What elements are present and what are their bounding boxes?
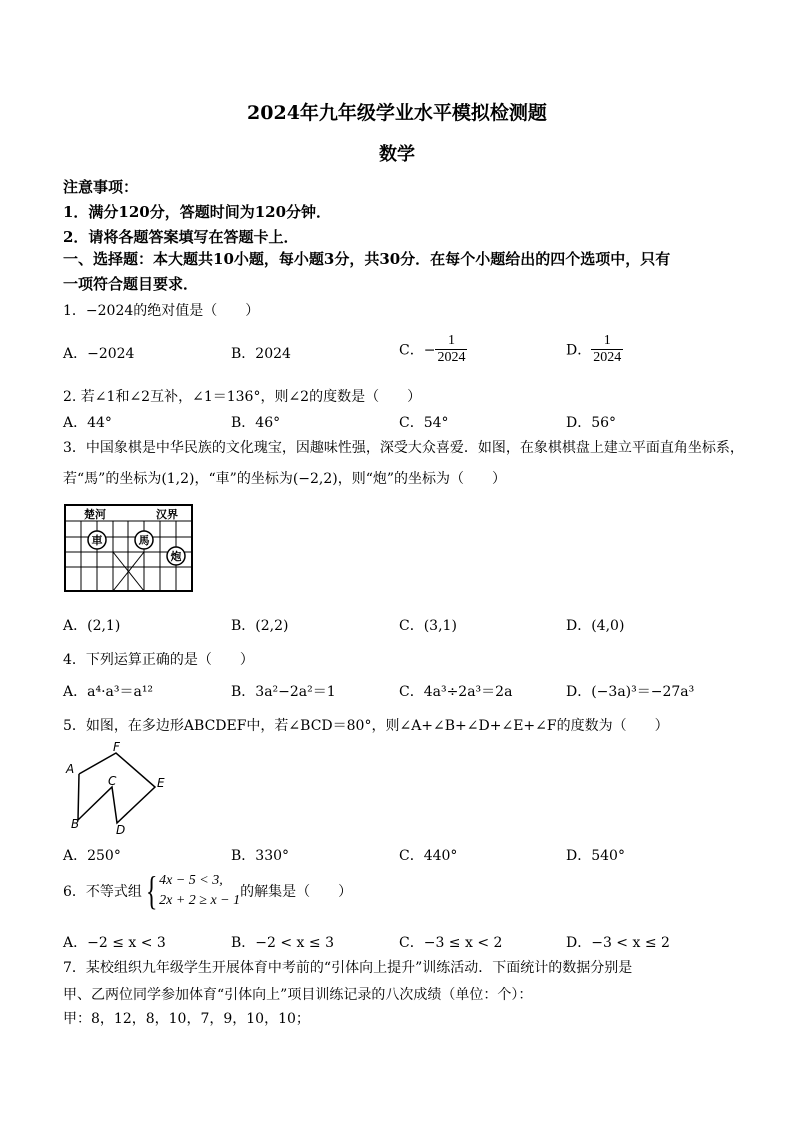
vertex-label-e: E [157, 776, 165, 790]
q4-option-a: A．a⁴·a³＝a¹² [63, 684, 154, 700]
piece-che-label: 車 [91, 534, 103, 547]
q1-option-c-label: C．− [399, 342, 436, 359]
q4-option-b: B．3a²−2a²＝1 [231, 684, 336, 700]
vertex-label-f: F [113, 740, 120, 754]
piece-ma-label: 馬 [138, 534, 150, 547]
q1-option-c-fraction [435, 333, 467, 366]
q5-option-a: A．250° [63, 848, 121, 864]
q2-option-b: B．46° [231, 415, 281, 431]
q6-option-d: D．−3 < x ≤ 2 [566, 935, 670, 951]
notes-heading: 注意事项： [63, 178, 139, 196]
q1-option-c [399, 333, 467, 366]
question-7-line1: 7．某校组织九年级学生开展体育中考前的“引体向上提升”训练活动．下面统计的数据分别是 [63, 960, 633, 976]
piece-pao-label: 炮 [170, 550, 182, 563]
q2-option-c: C．54° [399, 415, 449, 431]
q3-option-a: A．(2,1) [63, 618, 121, 634]
question-3-line2: 若“馬”的坐标为(1,2)，“車”的坐标为(−2,2)，则“炮”的坐标为（ ） [63, 471, 507, 487]
question-7-line3: 甲：8，12，8，10，7，9，10，10； [63, 1011, 310, 1027]
question-6-stem [63, 868, 353, 913]
fraction-numerator: 1 [435, 333, 467, 350]
fraction-numerator: 1 [591, 333, 623, 350]
q3-option-b: B．(2,2) [231, 618, 289, 634]
question-5-stem: 5．如图，在多边形ABCDEF中，若∠BCD＝80°，则∠A+∠B+∠D+∠E+∠F的度数为（ ） [63, 718, 669, 734]
q5-option-c: C．440° [399, 848, 458, 864]
q1-option-d [566, 333, 623, 366]
q6-lead: 6．不等式组 [63, 884, 142, 900]
q5-option-d: D．540° [566, 848, 625, 864]
left-brace-symbol: { [145, 868, 158, 913]
q3-option-d: D．(4,0) [566, 618, 625, 634]
q1-option-a: A．−2024 [63, 346, 135, 362]
section-heading: 一、选择题：本大题共10小题，每小题3分，共30分．在每个小题给出的四个选项中，只有 [63, 250, 671, 268]
exam-title: 2024年九年级学业水平模拟检测题 [247, 102, 547, 124]
chess-board-figure [64, 504, 194, 594]
polygon-figure [64, 740, 176, 836]
q2-option-d: D．56° [566, 415, 617, 431]
vertex-label-a: A [66, 762, 75, 776]
question-3-line1: 3．中国象棋是中华民族的文化瑰宝，因趣味性强，深受大众喜爱．如图，在象棋棋盘上建立平面直角坐标系， [63, 440, 744, 456]
q6-option-a: A．−2 ≤ x < 3 [63, 935, 166, 951]
exam-subject: 数学 [379, 144, 415, 165]
question-1-stem: 1．−2024的绝对值是（ ） [63, 303, 260, 319]
vertex-label-c: C [108, 774, 117, 788]
q1-option-d-fraction [591, 333, 623, 366]
river-label-right: 汉界 [156, 508, 178, 521]
polygon-abcdef [78, 753, 155, 823]
fraction-denominator: 2024 [593, 350, 622, 365]
q1-option-d-label: D． [566, 342, 592, 359]
section-heading-cont: 一项符合题目要求． [63, 275, 199, 293]
note-item: 2．请将各题答案填写在答题卡上． [63, 228, 299, 246]
note-item: 1．满分120分，答题时间为120分钟． [63, 203, 332, 221]
q6-option-b: B．−2 < x ≤ 3 [231, 935, 334, 951]
question-4-stem: 4．下列运算正确的是（ ） [63, 652, 254, 668]
q2-option-a: A．44° [63, 415, 112, 431]
q4-option-d: D．(−3a)³＝−27a³ [566, 684, 695, 700]
fraction-denominator: 2024 [437, 350, 466, 365]
q3-option-c: C．(3,1) [399, 618, 457, 634]
river-label-left: 楚河 [84, 508, 106, 521]
question-7-line2: 甲、乙两位同学参加体育“引体向上”项目训练记录的八次成绩（单位：个）： [63, 987, 533, 1003]
vertex-label-d: D [116, 823, 126, 836]
q5-option-b: B．330° [231, 848, 290, 864]
q6-tail: 的解集是（ ） [240, 884, 353, 900]
q4-option-c: C．4a³÷2a³＝2a [399, 684, 513, 700]
q6-option-c: C．−3 ≤ x < 2 [399, 935, 503, 951]
inequality-2: 2x + 2 ≥ x − 1 [159, 893, 241, 908]
inequality-system [159, 871, 240, 911]
q1-option-b: B．2024 [231, 346, 291, 362]
vertex-label-b: B [71, 817, 80, 831]
question-2-stem: 2. 若∠1和∠2互补，∠1＝136°，则∠2的度数是（ ） [63, 389, 422, 405]
inequality-1: 4x − 5 < 3, [159, 873, 223, 888]
